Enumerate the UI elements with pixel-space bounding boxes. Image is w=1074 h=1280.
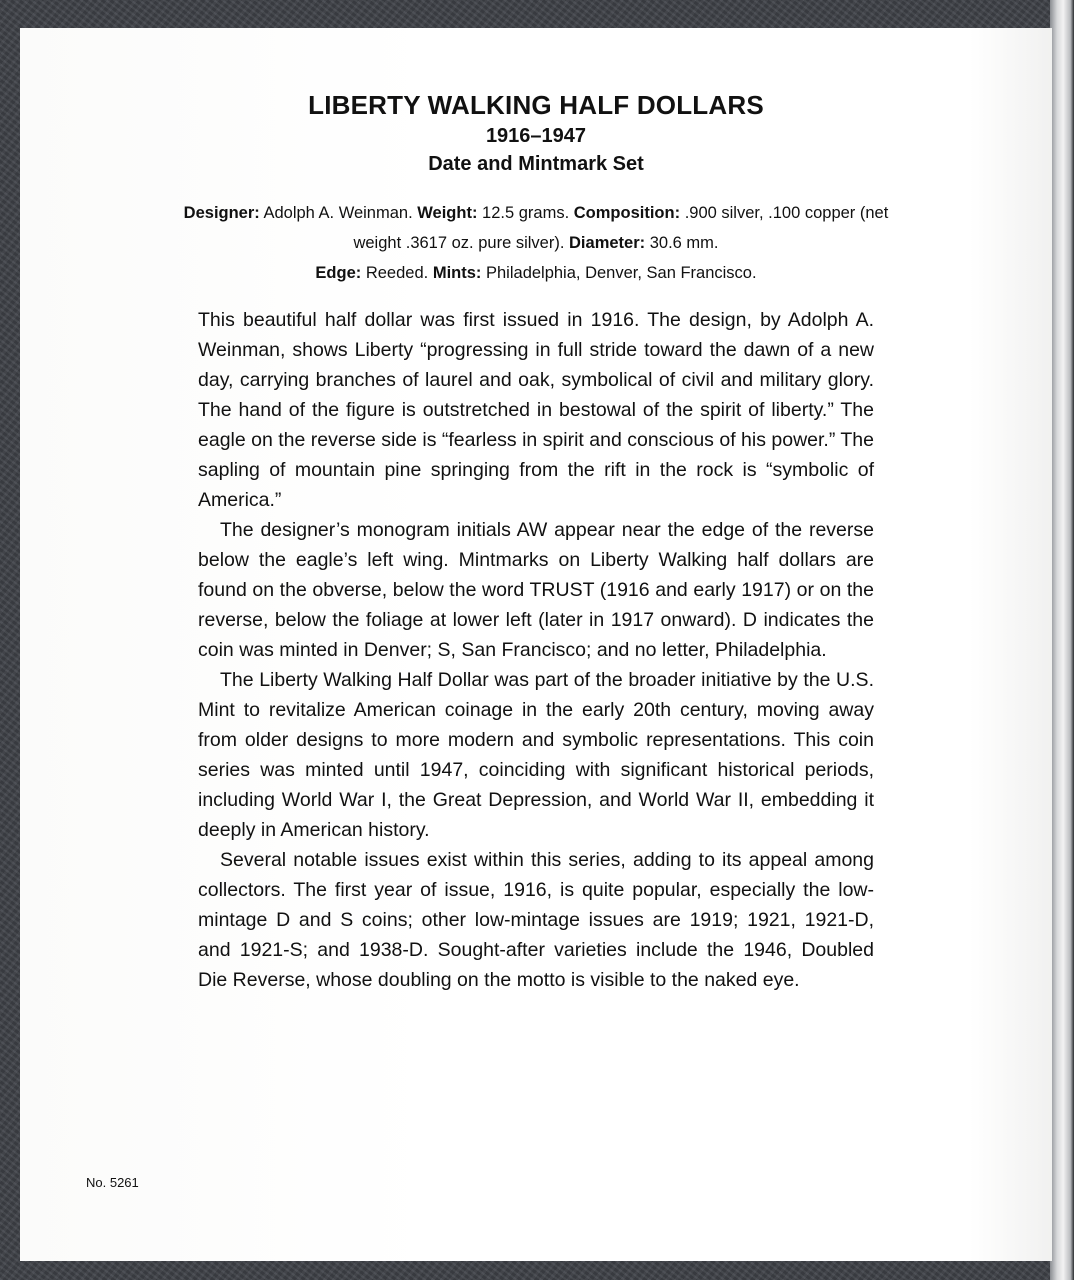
- diameter-value: 30.6 mm.: [649, 234, 719, 252]
- page-title: LIBERTY WALKING HALF DOLLARS: [308, 90, 764, 120]
- page-header: [20, 90, 1052, 177]
- edge-value: Reeded.: [365, 264, 429, 282]
- edge-label: Edge:: [315, 264, 362, 282]
- paragraph: The Liberty Walking Half Dollar was part of the broader initiative by the U.S. Mint to revitalize American coinage in the early 20th century, moving away from older designs to more modern and symbolic representations. This coin series was minted until 1947, coinciding with significant historical periods, including World War I, the Great Depression, and World War II, embedding it deeply in American history.: [198, 669, 874, 841]
- diameter-label: Diameter:: [569, 234, 646, 252]
- mints-label: Mints:: [432, 264, 482, 282]
- weight-value: 12.5 grams.: [482, 204, 570, 222]
- paragraph: The designer’s monogram initials AW appear near the edge of the reverse below the eagle’s left wing. Mintmarks on Liberty Walking half dollars are found on the obverse, below the word TRUST (1916 and early 1917) or on the reverse, below the foliage at lower left (later in 1917 onward). D indicates the coin was minted in Denver; S, San Francisco; and no letter, Philadelphia.: [198, 519, 874, 661]
- mints-value: Philadelphia, Denver, San Francisco.: [486, 264, 757, 282]
- date-range: 1916–1947: [485, 125, 587, 147]
- designer-value: Adolph A. Weinman.: [263, 204, 413, 222]
- designer-label: Designer:: [183, 204, 260, 222]
- weight-label: Weight:: [417, 204, 478, 222]
- catalog-number: No. 5261: [86, 1175, 139, 1190]
- composition-label: Composition:: [573, 204, 681, 222]
- album-spine: [1050, 0, 1074, 1280]
- paragraph: Several notable issues exist within this series, adding to its appeal among collectors. The first year of issue, 1916, is quite popular, especially the low-mintage D and S coins; other low-mintage issues are 1919; 1921, 1921-D, and 1921-S; and 1938-D. Sought-after varieties include the 1946, Doubled Die Reverse, whose doubling on the motto is visible to the naked eye.: [198, 849, 874, 991]
- set-name: Date and Mintmark Set: [428, 153, 644, 175]
- album-page: [20, 28, 1052, 1261]
- paragraph: This beautiful half dollar was first issued in 1916. The design, by Adolph A. Weinman, shows Liberty “progressing in full stride toward the dawn of a new day, carrying branches of laurel and oak, symbolical of civil and military glory. The hand of the figure is outstretched in bestowal of the spirit of liberty.” The eagle on the reverse side is “fearless in spirit and conscious of his power.” The sapling of mountain pine springing from the rift in the rock is “symbolic of America.”: [198, 309, 874, 511]
- composition-value: .900 silver, .100 copper (net weight .3617 oz. pure silver).: [353, 204, 889, 252]
- description-body: [198, 305, 874, 995]
- coin-specifications: [170, 198, 902, 288]
